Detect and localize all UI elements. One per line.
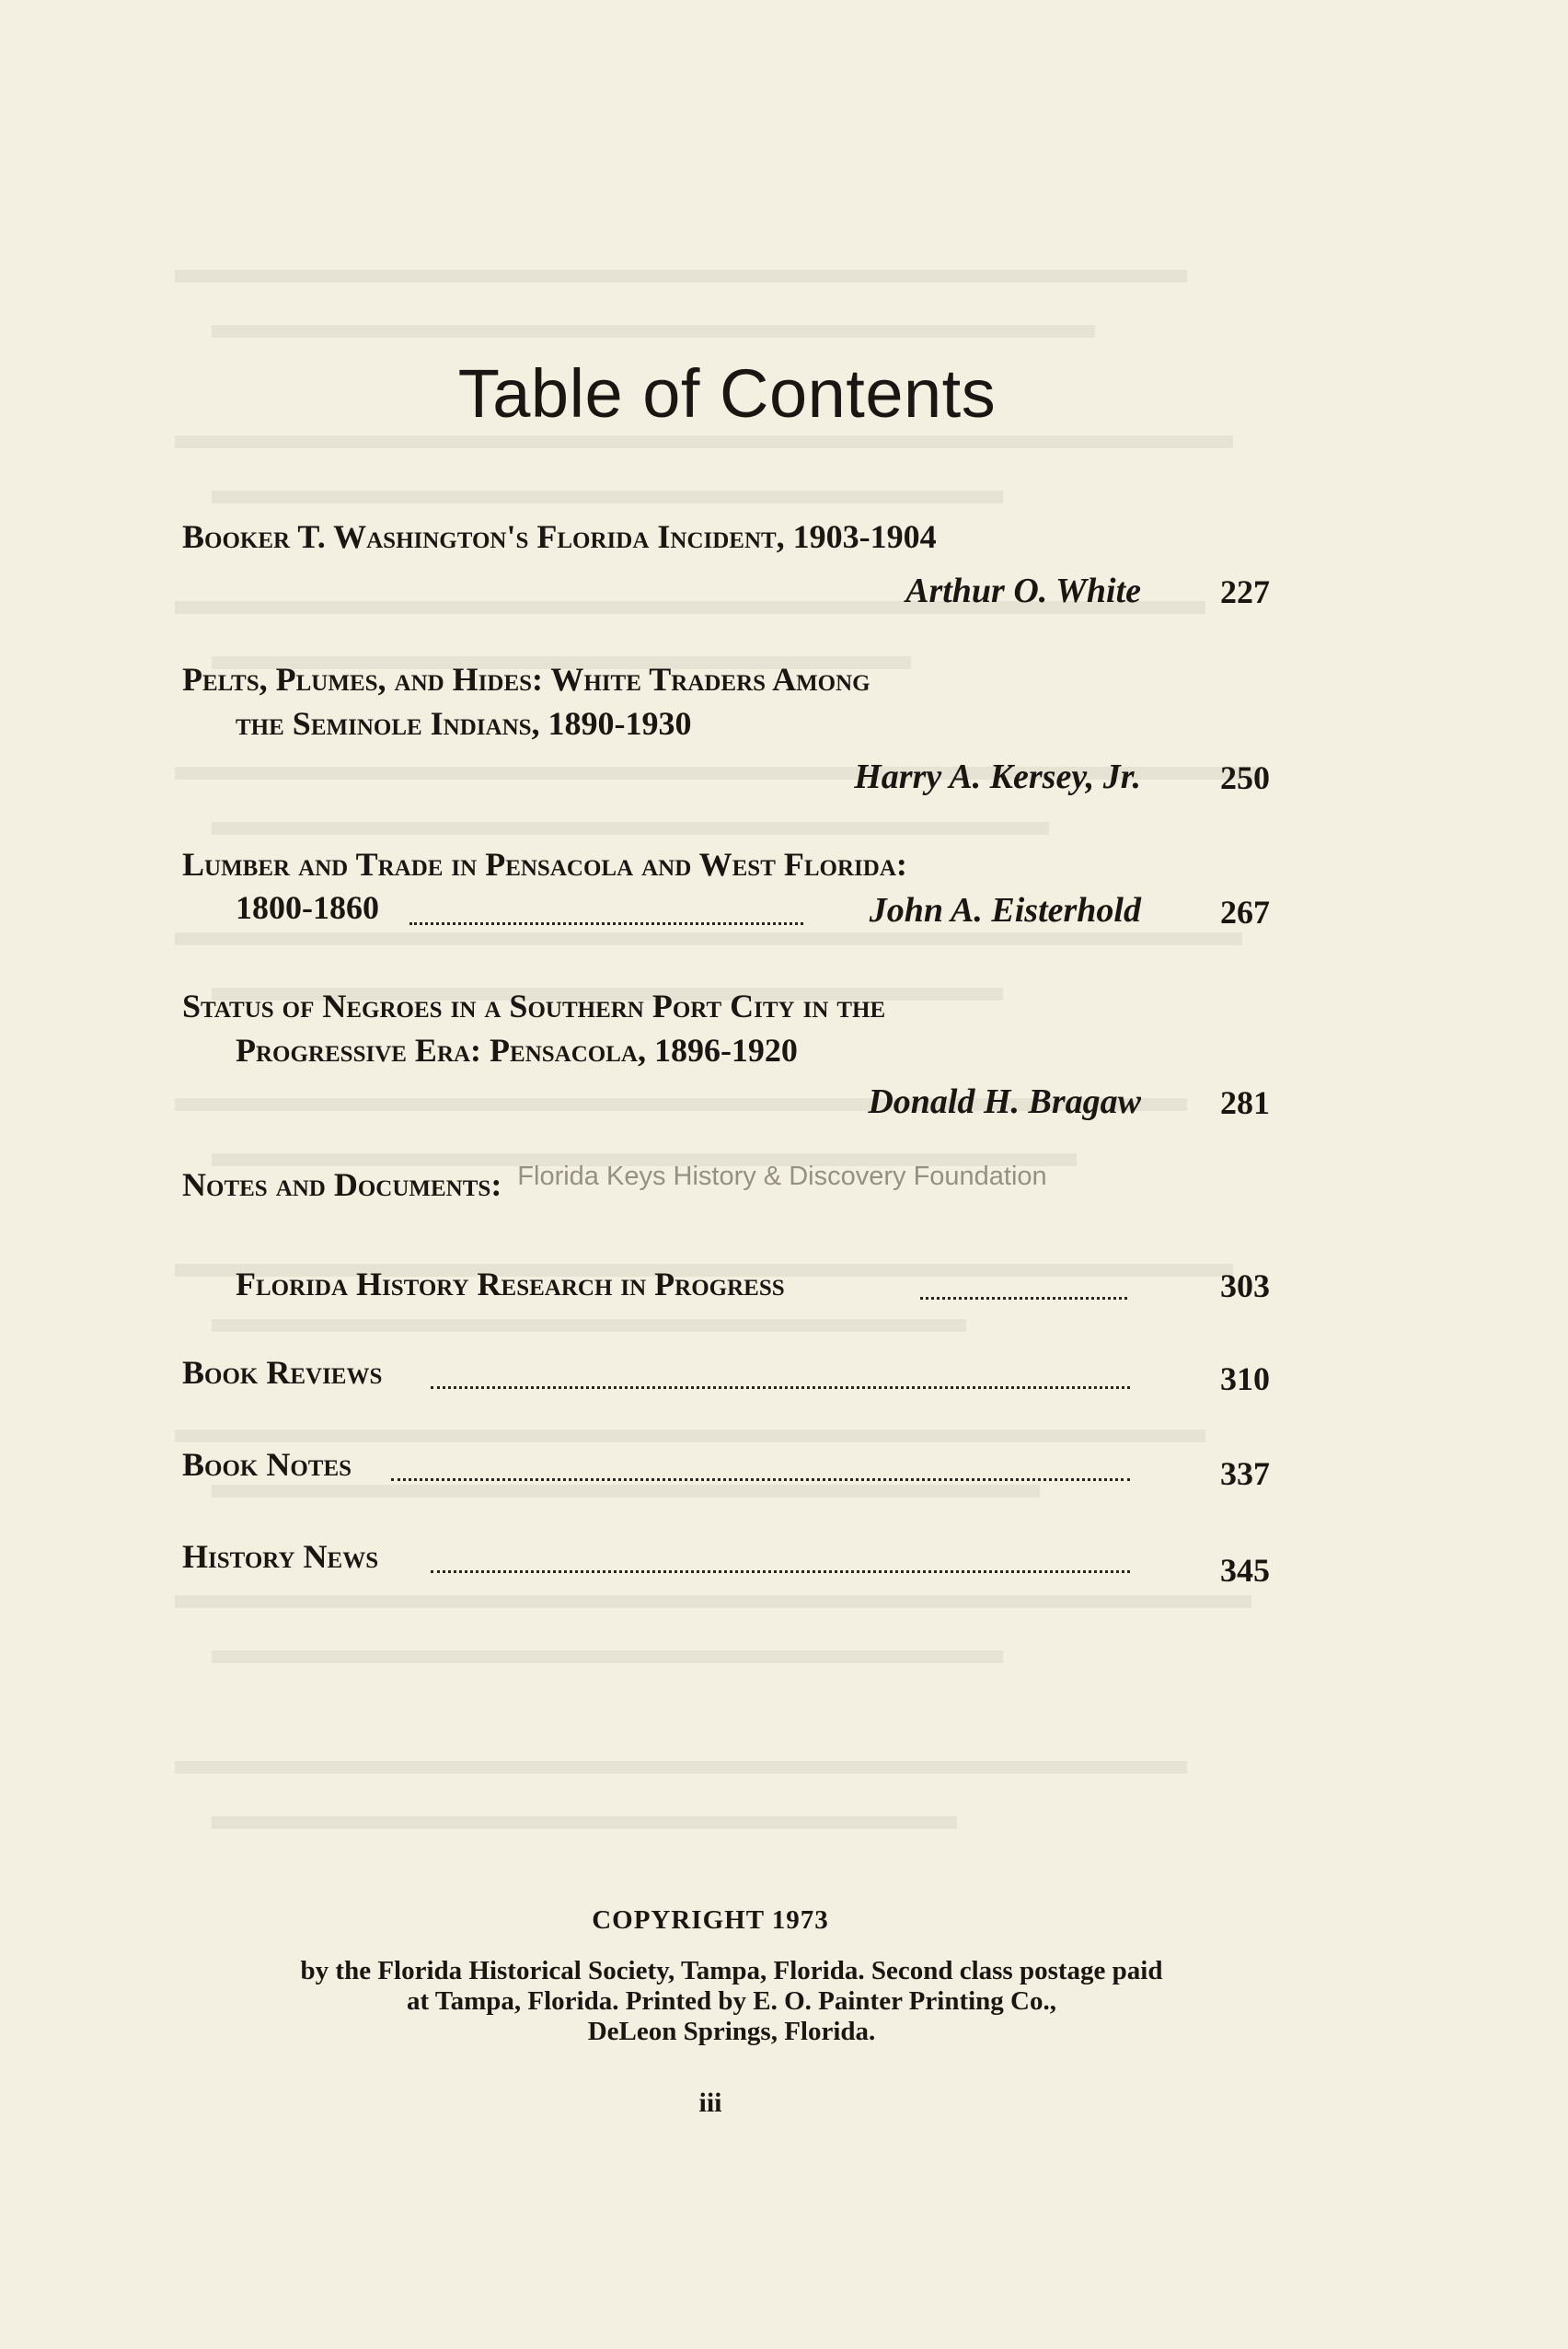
history-news-title: History News	[182, 1538, 379, 1575]
watermark-text: Florida Keys History & Discovery Foundation	[517, 1162, 1047, 1191]
notes-and-documents-heading: Notes and Documents:	[182, 1166, 502, 1203]
entry-2-title-line2: the Seminole Indians, 1890-1930	[236, 705, 692, 742]
imprint-line-1: by the Florida Historical Society, Tampa, Florida. Second class postage paid	[300, 1956, 1163, 1985]
entry-2-author: Harry A. Kersey, Jr.	[854, 758, 1141, 796]
page-title: Table of Contents	[457, 355, 997, 432]
history-news-leader-dots	[431, 1570, 1130, 1573]
bleed-through-texture	[175, 202, 1288, 1951]
book-notes-title: Book Notes	[182, 1446, 352, 1483]
book-reviews-leader-dots	[431, 1386, 1130, 1389]
research-in-progress-page: 303	[1220, 1267, 1270, 1304]
entry-3-page: 267	[1220, 894, 1270, 931]
imprint-line-3: DeLeon Springs, Florida.	[587, 2017, 876, 2046]
history-news-page: 345	[1220, 1552, 1270, 1589]
entry-3-title-line2: 1800-1860	[236, 889, 379, 926]
book-reviews-title: Book Reviews	[182, 1354, 383, 1391]
entry-4-page: 281	[1220, 1084, 1270, 1121]
entry-1-title: Booker T. Washington's Florida Incident, 1903-1904	[182, 518, 937, 555]
book-notes-leader-dots	[391, 1478, 1130, 1481]
book-reviews-page: 310	[1220, 1360, 1270, 1397]
entry-3-author: John A. Eisterhold	[869, 891, 1141, 930]
imprint-line-2: at Tampa, Florida. Printed by E. O. Painter Printing Co.,	[407, 1986, 1056, 2016]
entry-1-author: Arthur O. White	[905, 572, 1141, 610]
research-in-progress-title: Florida History Research in Progress	[236, 1266, 785, 1302]
book-notes-page: 337	[1220, 1455, 1270, 1492]
page-folio: iii	[698, 2088, 722, 2118]
entry-4-title-line1: Status of Negroes in a Southern Port City in the	[182, 988, 886, 1024]
entry-3-leader-dots	[409, 922, 803, 925]
entry-1-page: 227	[1220, 573, 1270, 610]
research-in-progress-leader-dots	[920, 1297, 1127, 1300]
imprint-block	[175, 1956, 1288, 2047]
entry-3-title-line1: Lumber and Trade in Pensacola and West Florida:	[182, 846, 907, 883]
entry-2-page: 250	[1220, 759, 1270, 796]
copyright-notice: COPYRIGHT 1973	[592, 1905, 829, 1935]
entry-2-title-line1: Pelts, Plumes, and Hides: White Traders Among	[182, 661, 870, 698]
entry-4-title-line2: Progressive Era: Pensacola, 1896-1920	[236, 1032, 798, 1069]
entry-4-author: Donald H. Bragaw	[868, 1082, 1141, 1121]
